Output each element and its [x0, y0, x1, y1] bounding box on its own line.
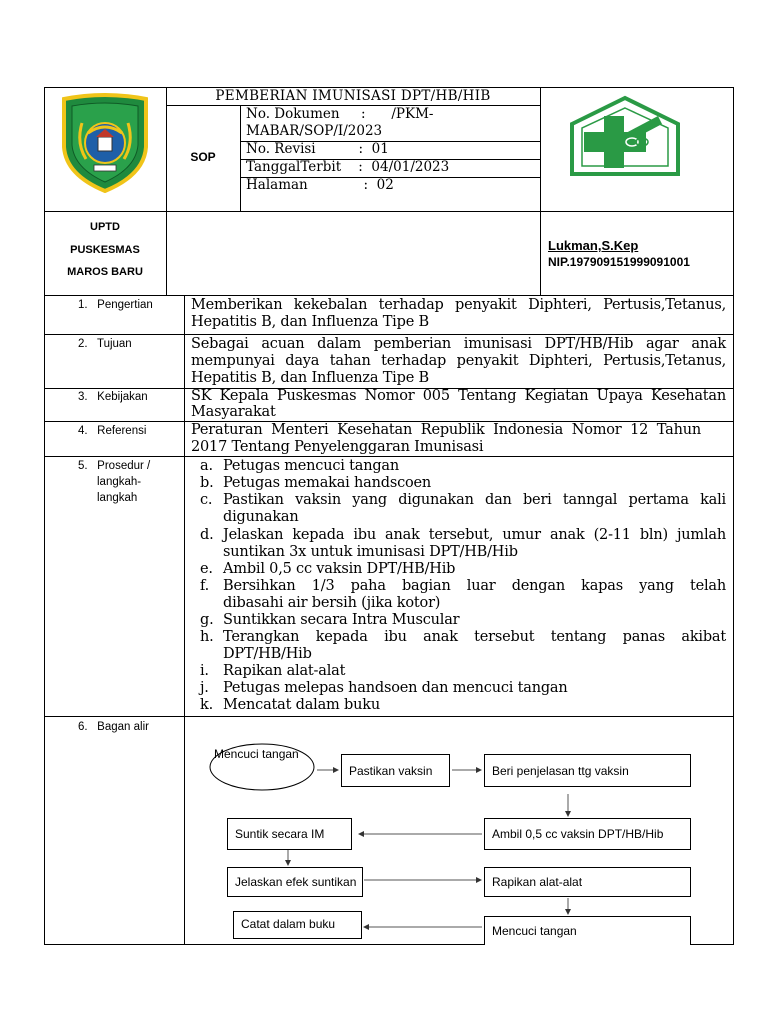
org-name-line2: PUSKESMAS	[70, 244, 140, 256]
signer-name: Lukman,S.Kep	[548, 238, 639, 253]
revision-number: No. Revisi : 01	[246, 141, 389, 157]
flow-arrows	[184, 716, 733, 944]
pengertian-line2: Hepatitis B, dan Influenza Tipe B	[191, 314, 429, 330]
step-letter: j.	[200, 680, 209, 696]
referensi-line2: 2017 Tentang Penyelenggaran Imunisasi	[191, 439, 484, 455]
step-text: Pastikan vaksin yang digunakan dan beri tanngal pertama kali	[223, 492, 726, 508]
step-letter: e.	[200, 561, 213, 577]
tujuan-line3: Hepatitis B, dan Influenza Tipe B	[191, 370, 429, 386]
step-letter: i.	[200, 663, 209, 679]
flow-box-rapikan-alat: Rapikan alat-alat	[484, 867, 691, 897]
regency-shield-emblem-icon	[56, 93, 154, 193]
sop-label: SOP	[190, 150, 216, 164]
section-label-referensi: 4. Referensi	[78, 425, 147, 437]
section-label-pengertian: 1. Pengertian	[78, 299, 153, 311]
step-text: DPT/HB/Hib	[223, 646, 312, 662]
section-label-prosedur: 5. Prosedur /	[78, 460, 151, 472]
step-text: Petugas mencuci tangan	[223, 458, 400, 474]
section-label-prosedur-2: langkah-	[97, 476, 142, 488]
pengertian-line1: Memberikan kekebalan terhadap penyakit Diphteri, Pertusis,Tetanus,	[191, 297, 726, 313]
page-number: Halaman : 02	[246, 177, 394, 193]
sop-title: PEMBERIAN IMUNISASI DPT/HB/HIB	[215, 88, 491, 104]
flow-box-suntik-im: Suntik secara IM	[227, 818, 352, 850]
flow-start-label: Mencuci tangan	[214, 747, 299, 761]
step-letter: d.	[200, 527, 214, 543]
step-letter: k.	[200, 697, 213, 713]
step-letter: h.	[200, 629, 214, 645]
step-text: digunakan	[223, 509, 299, 525]
org-name-line1: UPTD	[90, 221, 120, 233]
flow-box-beri-penjelasan: Beri penjelasan ttg vaksin	[484, 754, 691, 787]
section-label-prosedur-3: langkah	[97, 492, 138, 504]
step-text: Ambil 0,5 cc vaksin DPT/HB/Hib	[223, 561, 456, 577]
flow-box-pastikan-vaksin: Pastikan vaksin	[341, 754, 450, 787]
step-letter: b.	[200, 475, 214, 491]
step-text: Mencatat dalam buku	[223, 697, 380, 713]
step-letter: g.	[200, 612, 214, 628]
step-text: Petugas melepas handsoen dan mencuci tangan	[223, 680, 568, 696]
flow-box-ambil-vaksin: Ambil 0,5 cc vaksin DPT/HB/Hib	[484, 818, 691, 850]
section-label-tujuan: 2. Tujuan	[78, 338, 132, 350]
step-text: Petugas memakai handscoen	[223, 475, 432, 491]
doc-number-line1: No. Dokumen : /PKM-	[246, 106, 434, 122]
step-text: Jelaskan kepada ibu anak tersebut, umur anak (2-11 bln) jumlah	[223, 527, 726, 543]
step-text: Terangkan kepada ibu anak tersebut tentang panas akibat	[223, 629, 726, 645]
kebijakan-line1: SK Kepala Puskesmas Nomor 005 Tentang Kegiatan Upaya Kesehatan	[191, 388, 726, 404]
section-label-bagan-alir: 6. Bagan alir	[78, 721, 149, 733]
doc-number-line2: MABAR/SOP/I/2023	[246, 123, 383, 139]
flow-box-mencuci-tangan: Mencuci tangan	[484, 916, 691, 945]
flow-box-jelaskan-efek: Jelaskan efek suntikan	[227, 867, 363, 897]
kebijakan-line2: Masyarakat	[191, 404, 276, 420]
flow-box-catat-buku: Catat dalam buku	[233, 911, 362, 939]
step-letter: c.	[200, 492, 213, 508]
step-text: suntikan 3x untuk imunisasi DPT/HB/Hib	[223, 544, 518, 560]
step-text: dibasahi air bersih (jika kotor)	[223, 595, 441, 611]
section-label-kebijakan: 3. Kebijakan	[78, 391, 148, 403]
tujuan-line1: Sebagai acuan dalam pemberian imunisasi DPT/HB/Hib agar anak	[191, 336, 726, 352]
step-text: Suntikkan secara Intra Muscular	[223, 612, 460, 628]
org-name-line3: MAROS BARU	[67, 266, 143, 278]
puskesmas-cross-house-logo-icon	[566, 94, 684, 180]
referensi-line1: Peraturan Menteri Kesehatan Republik Indonesia Nomor 12 Tahun	[191, 422, 701, 438]
signer-nip: NIP.197909151999091001	[548, 255, 690, 269]
step-letter: f.	[200, 578, 210, 594]
step-letter: a.	[200, 458, 213, 474]
publish-date: TanggalTerbit : 04/01/2023	[246, 159, 450, 175]
step-text: Bersihkan 1/3 paha bagian luar dengan kapas yang telah	[223, 578, 726, 594]
tujuan-line2: mempunyai daya tahan terhadap penyakit Diphteri, Pertusis,Tetanus,	[191, 353, 726, 369]
step-text: Rapikan alat-alat	[223, 663, 346, 679]
